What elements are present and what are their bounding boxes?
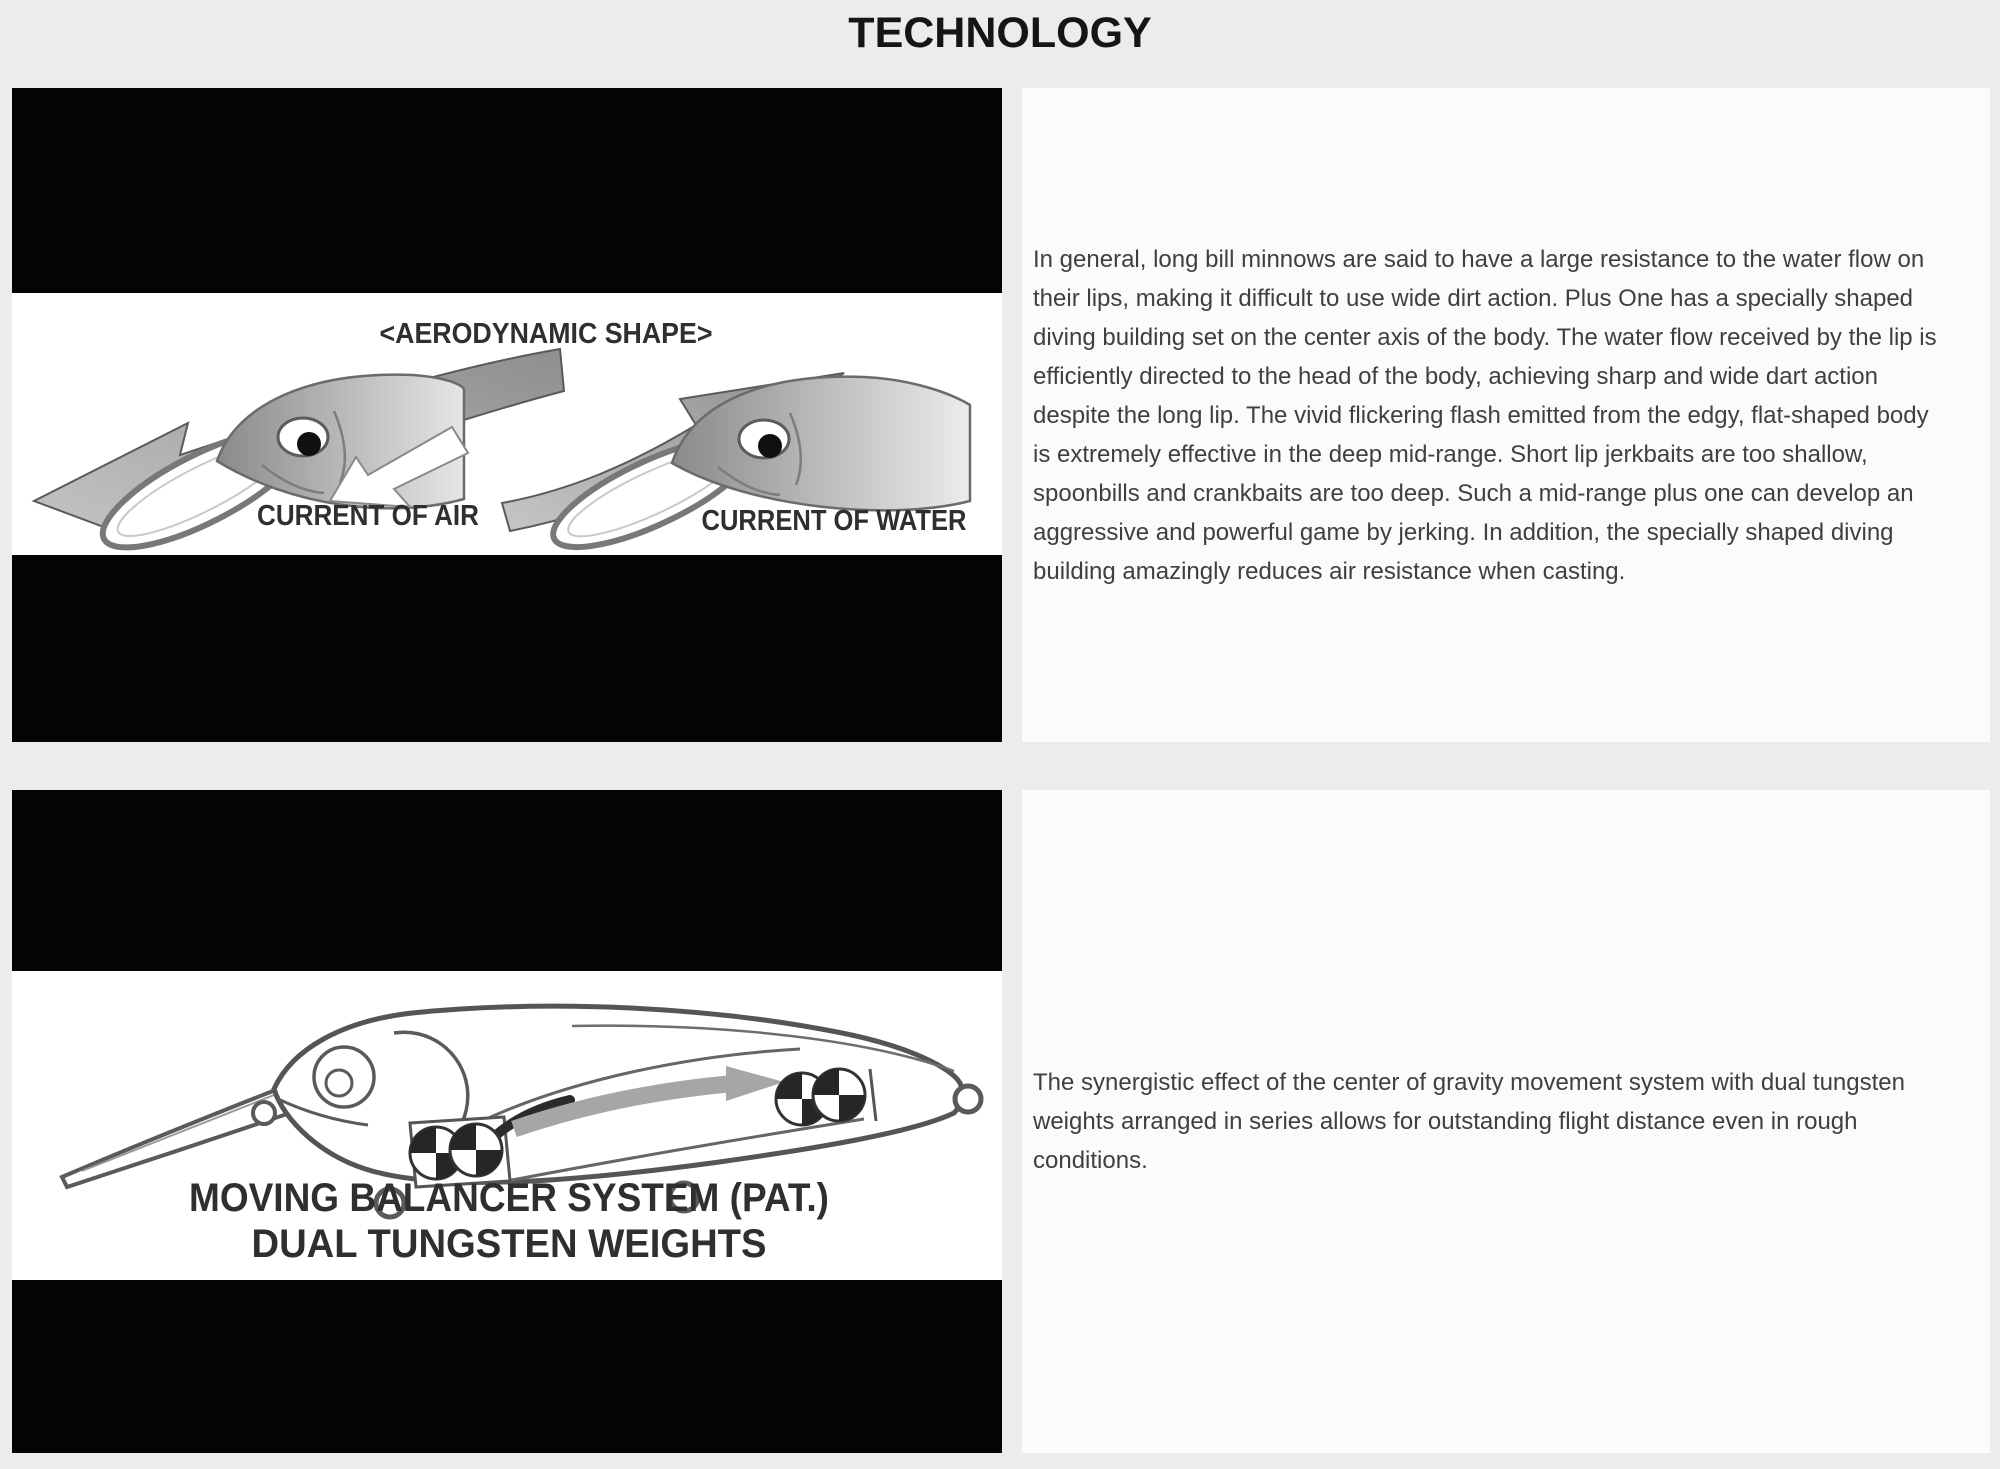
front-tungsten-weights [410, 1124, 502, 1179]
aerodynamic-diagram [12, 293, 1002, 555]
lure-head-water-figure [502, 373, 970, 555]
rear-tungsten-weights [776, 1069, 865, 1125]
moving-balancer-label: MOVING BALANCER SYSTEM (PAT.) [189, 1176, 829, 1220]
tail-ring [955, 1086, 981, 1112]
aerodynamic-paragraph: In general, long bill minnows are said to have a large resistance to the water flow on their lips, making it difficult to use wide dirt action. Plus One has a specially shaped diving building set on the center axis of the body. The water flow received by the lip is efficiently directed to the head of the body, achieving sharp and wide dart action despite the long lip. The vivid flickering flash emitted from the edgy, flat-shaped body is extremely effective in the deep mid-range. Short lip jerkbaits are too shallow, spoonbills and crankbaits are too deep. Such a mid-range plus one can develop an aggressive and powerful game by jerking. In addition, the specially shaped diving building amazingly reduces air resistance when casting. [1033, 245, 1937, 585]
current-of-air-label: CURRENT OF AIR [257, 500, 480, 532]
balancer-paragraph: The synergistic effect of the center of gravity movement system with dual tungsten weights arranged in series allows for outstanding flight distance even in rough conditions. [1033, 1069, 1905, 1174]
balancer-media-panel [12, 790, 1002, 1453]
current-of-water-label: CURRENT OF WATER [701, 505, 967, 537]
line-tie-ring [253, 1102, 275, 1124]
aerodynamic-media-panel [12, 88, 1002, 742]
page-title: TECHNOLOGY [848, 9, 1152, 57]
balancer-text-panel [1022, 790, 1990, 1453]
lure-head-air-figure [34, 349, 564, 555]
eye-pupil [758, 434, 782, 458]
balancer-diagram [12, 971, 1002, 1280]
eye [314, 1047, 374, 1107]
aerodynamic-diagram-band [12, 293, 1002, 555]
balancer-diagram-band [12, 971, 1002, 1280]
eye-pupil [297, 432, 321, 456]
dual-tungsten-label: DUAL TUNGSTEN WEIGHTS [251, 1222, 767, 1266]
aerodynamic-text-panel [1022, 88, 1990, 742]
aerodynamic-shape-label: <AERODYNAMIC SHAPE> [379, 318, 713, 350]
